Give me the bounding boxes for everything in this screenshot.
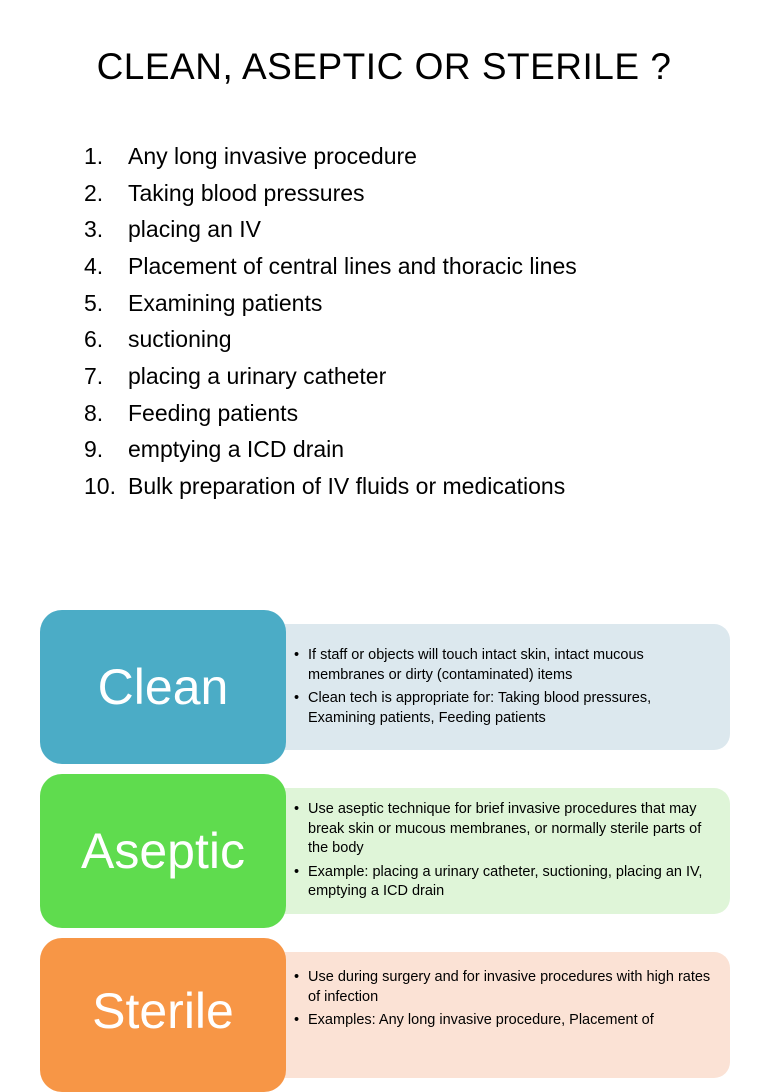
item-number: 6. [84, 326, 104, 353]
bullet-icon: • [294, 969, 300, 985]
bullet-icon: • [294, 863, 300, 880]
bullet-icon: • [294, 801, 300, 818]
list-item [84, 138, 577, 175]
list-item [84, 321, 577, 358]
item-number: 5. [84, 289, 104, 316]
bullet-icon: • [294, 690, 300, 706]
list-item [84, 175, 577, 212]
category-panel-aseptic [270, 788, 730, 914]
category-box-aseptic: Aseptic [40, 774, 286, 928]
item-number: 8. [84, 399, 104, 426]
item-number: 3. [84, 216, 104, 243]
bullet-text: Use during surgery and for invasive procedures with high rates of infection [308, 969, 711, 1005]
category-box-clean: Clean [40, 610, 286, 764]
item-text: Placement of central lines and thoracic lines [128, 252, 577, 279]
item-number: 4. [84, 252, 104, 279]
item-number: 7. [84, 362, 104, 389]
bullet-text: Example: placing a urinary catheter, suctioning, placing an IV, emptying a ICD drain [308, 863, 703, 900]
list-item [84, 432, 577, 469]
bullet-item [294, 800, 716, 859]
item-text: placing an IV [128, 216, 261, 243]
item-number: 10. [84, 473, 116, 500]
item-text: Feeding patients [128, 399, 299, 426]
bullet-item [294, 968, 716, 1007]
list-item [84, 285, 577, 322]
item-text: Any long invasive procedure [128, 142, 417, 169]
item-text: Examining patients [128, 289, 323, 316]
bullet-item [294, 689, 716, 728]
page-title: CLEAN, ASEPTIC OR STERILE ? [96, 46, 672, 87]
bullet-item [294, 1011, 716, 1031]
bullet-text: If staff or objects will touch intact skin, intact mucous membranes or dirty (contaminated) items [308, 647, 644, 683]
item-number: 1. [84, 142, 104, 169]
category-panel-clean [270, 624, 730, 750]
bullet-text: Examples: Any long invasive procedure, Placement of [308, 1012, 654, 1028]
item-text: emptying a ICD drain [128, 436, 345, 463]
item-number: 9. [84, 436, 104, 463]
question-list [84, 138, 577, 505]
item-text: Bulk preparation of IV fluids or medications [128, 473, 566, 500]
list-item [84, 248, 577, 285]
list-item [84, 395, 577, 432]
item-number: 2. [84, 179, 104, 206]
bullet-text: Use aseptic technique for brief invasive procedures that may break skin or mucous membranes, or normally sterile parts of the body [308, 801, 702, 857]
bullet-item [294, 863, 716, 902]
bullet-icon: • [294, 1012, 300, 1028]
bullet-icon: • [294, 647, 300, 663]
item-text: suctioning [128, 326, 232, 353]
list-item [84, 358, 577, 395]
list-item [84, 468, 577, 505]
bullet-text: Clean tech is appropriate for: Taking blood pressures, Examining patients, Feeding patients [308, 690, 652, 726]
item-text: placing a urinary catheter [128, 362, 387, 389]
bullet-item [294, 646, 716, 685]
category-box-sterile: Sterile [40, 938, 286, 1092]
list-item [84, 211, 577, 248]
category-panel-sterile [270, 952, 730, 1078]
item-text: Taking blood pressures [128, 179, 365, 206]
